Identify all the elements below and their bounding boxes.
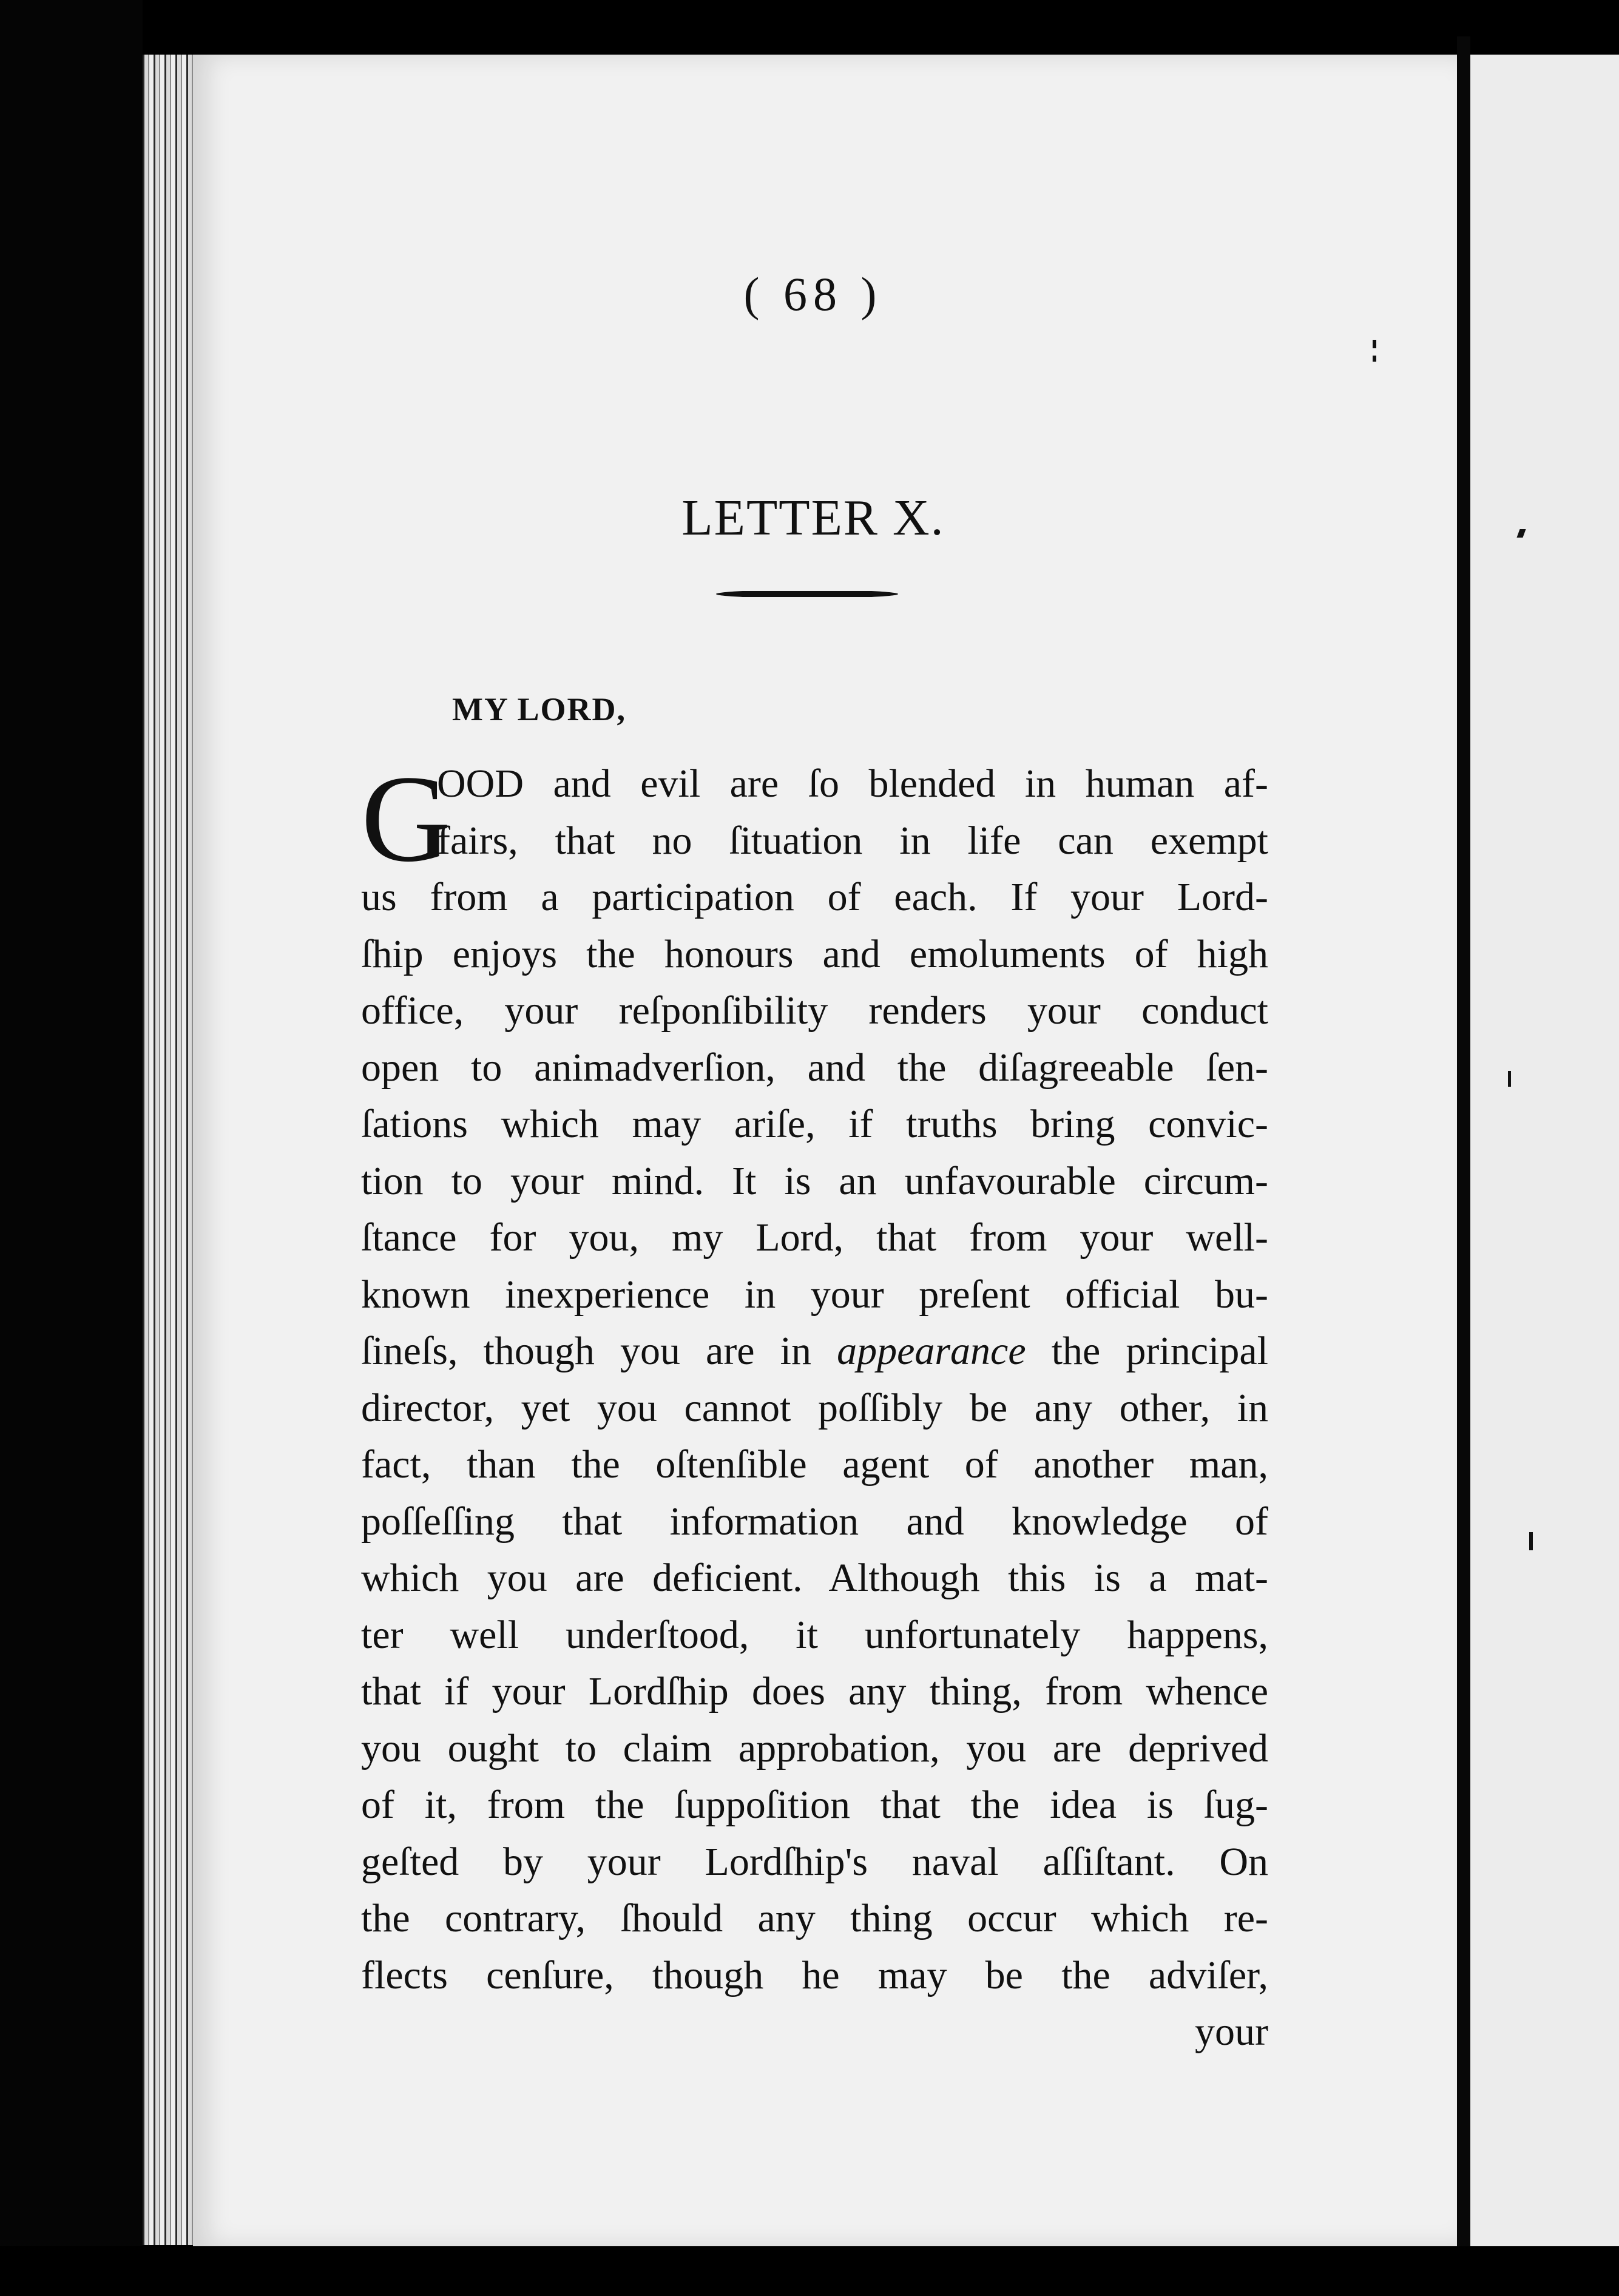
- ink-speck: [1373, 340, 1376, 348]
- text-line: tion to your mind. It is an unfavourable circum-: [361, 1158, 1268, 1203]
- text-line: office, your reſponſibility renders your conduct: [361, 988, 1268, 1033]
- drop-cap: G: [361, 750, 451, 888]
- ink-speck: [1373, 356, 1376, 362]
- first-line: OOD and evil are ſo blended in human af-: [437, 761, 1268, 806]
- text-line: ſhip enjoys the honours and emoluments of high: [361, 931, 1268, 976]
- text-line: fact, than the oſtenſible agent of another man,: [361, 1442, 1268, 1487]
- text-line: that if your Lordſhip does any thing, from whence: [361, 1669, 1268, 1714]
- text-line: director, yet you cannot poſſibly be any other, in: [361, 1385, 1268, 1430]
- book-page-edges: [143, 55, 197, 2245]
- text-line: known inexperience in your preſent official bu-: [361, 1272, 1268, 1317]
- text-line: ter well underſtood, it unfortunately happens,: [361, 1612, 1268, 1657]
- text-line: open to animadverſion, and the diſagreeable ſen-: [361, 1045, 1268, 1090]
- letter-body: [361, 750, 1268, 2061]
- text-line: of it, from the ſuppoſition that the idea is ſug-: [361, 1783, 1268, 1827]
- text-line: us from a participation of each. If your Lord-: [361, 875, 1268, 919]
- heading-rule: [716, 590, 898, 598]
- text-line: ſations which may ariſe, if truths bring convic-: [361, 1102, 1268, 1146]
- facing-page-edge: [1470, 55, 1619, 2246]
- scan-border-bottom: [0, 2246, 1619, 2296]
- catchword: your: [1195, 2010, 1268, 2054]
- text-line: ſineſs, though you are in appearance the principal: [361, 1329, 1268, 1373]
- letter-heading: LETTER X.: [681, 490, 945, 546]
- text-line: flects cenſure, though he may be the adviſer,: [361, 1953, 1268, 1997]
- italic-word: appearance: [837, 1329, 1026, 1373]
- page-number: ( 68 ): [743, 268, 883, 320]
- salutation: MY LORD,: [452, 691, 626, 728]
- text-line: poſſeſſing that information and knowledge of: [361, 1499, 1268, 1544]
- ink-speck: [1529, 1532, 1533, 1550]
- ink-speck: [1508, 1071, 1511, 1087]
- text-line: you ought to claim approbation, you are deprived: [361, 1726, 1268, 1771]
- scan-border-left: [0, 0, 143, 2296]
- text-line: geſted by your Lordſhip's naval aſſiſtant. On: [361, 1839, 1268, 1884]
- text-line: fairs, that no ſituation in life can exempt: [437, 818, 1268, 863]
- text-line: ſtance for you, my Lord, that from your well-: [361, 1215, 1268, 1260]
- book-gutter: [1457, 36, 1470, 2257]
- text-line: the contrary, ſhould any thing occur which re-: [361, 1896, 1268, 1940]
- text-line: which you are deficient. Although this is a mat-: [361, 1556, 1268, 1600]
